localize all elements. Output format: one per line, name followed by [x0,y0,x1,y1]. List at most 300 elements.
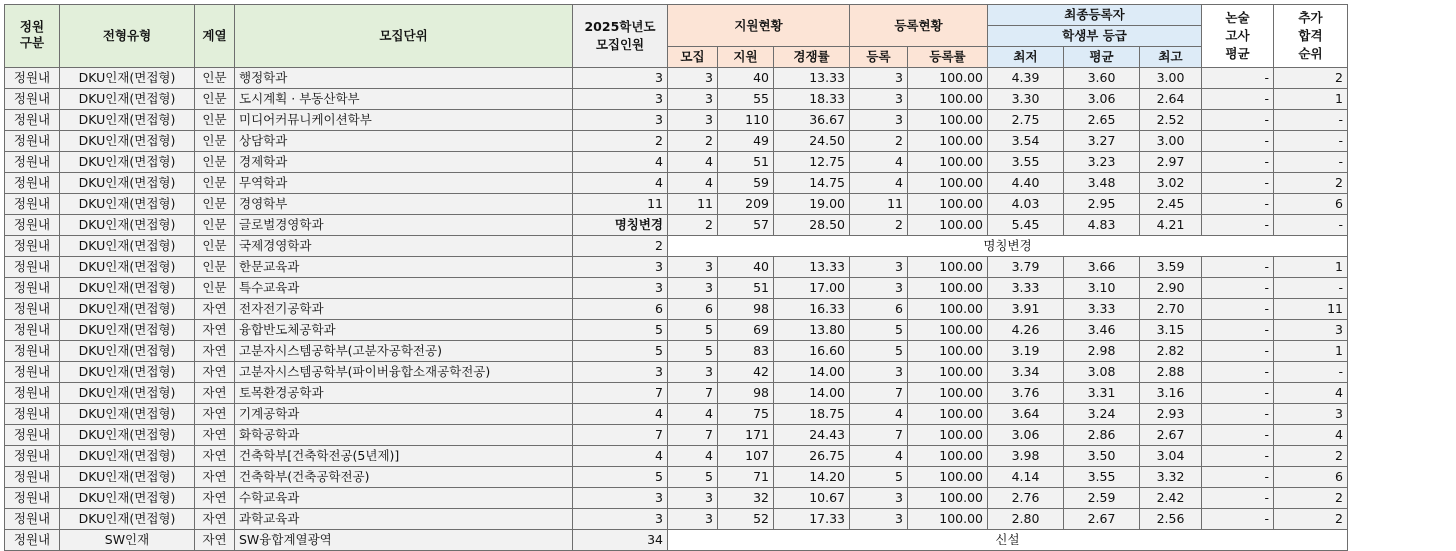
cell-apply: 49 [718,131,774,152]
cell-low: 2.76 [988,488,1064,509]
cell-ratio: 14.00 [774,383,850,404]
header-type: 정원 구분 [5,5,60,68]
cell-ratio: 14.75 [774,173,850,194]
cell-high: 3.00 [1140,131,1202,152]
cell-recruit: 3 [668,89,718,110]
cell-unit: 국제경영학과 [235,236,573,257]
cell-apply: 107 [718,446,774,467]
cell-high: 2.42 [1140,488,1202,509]
cell-low: 3.54 [988,131,1064,152]
cell-unit: 수학교육과 [235,488,573,509]
cell-high: 2.64 [1140,89,1202,110]
cell-unit: 전자전기공학과 [235,299,573,320]
cell-field: 자연 [195,530,235,551]
cell-recruit: 3 [668,110,718,131]
cell-high: 3.00 [1140,68,1202,89]
table-row [5,236,1348,257]
cell-rate: 100.00 [908,215,988,236]
cell-quota: 5 [573,341,668,362]
cell-rate: 100.00 [908,89,988,110]
cell-unit: 기계공학과 [235,404,573,425]
cell-recruit: 5 [668,467,718,488]
cell-high: 2.70 [1140,299,1202,320]
cell-merged-note: 명칭변경 [668,236,1348,257]
cell-extra: 2 [1274,488,1348,509]
table-row [5,215,1348,236]
header-grade-avg: 평균 [1064,47,1140,68]
cell-field: 자연 [195,404,235,425]
cell-enroll: 6 [850,299,908,320]
cell-rate: 100.00 [908,131,988,152]
cell-extra: 2 [1274,68,1348,89]
cell-enroll: 3 [850,278,908,299]
cell-unit: 경제학과 [235,152,573,173]
cell-enroll: 3 [850,89,908,110]
cell-essay: - [1202,404,1274,425]
table-row [5,488,1348,509]
cell-essay: - [1202,110,1274,131]
cell-essay: - [1202,215,1274,236]
table-body [5,68,1348,551]
cell-high: 2.52 [1140,110,1202,131]
cell-low: 3.06 [988,425,1064,446]
cell-type: 정원내 [5,488,60,509]
cell-rate: 100.00 [908,68,988,89]
cell-ratio: 17.00 [774,278,850,299]
cell-quota: 7 [573,383,668,404]
cell-enroll: 7 [850,425,908,446]
cell-avg: 3.31 [1064,383,1140,404]
cell-apply: 98 [718,383,774,404]
cell-type: 정원내 [5,152,60,173]
cell-extra: 4 [1274,383,1348,404]
cell-low: 3.34 [988,362,1064,383]
cell-rate: 100.00 [908,446,988,467]
cell-low: 3.91 [988,299,1064,320]
cell-field: 인문 [195,68,235,89]
cell-extra: 6 [1274,194,1348,215]
table-row [5,89,1348,110]
cell-low: 3.19 [988,341,1064,362]
cell-essay: - [1202,467,1274,488]
cell-low: 3.98 [988,446,1064,467]
cell-type: 정원내 [5,383,60,404]
header-enrolled: 등록 [850,47,908,68]
cell-recruit: 5 [668,320,718,341]
cell-extra: - [1274,110,1348,131]
cell-ratio: 24.43 [774,425,850,446]
cell-admission: DKU인재(면접형) [60,341,195,362]
table-row [5,299,1348,320]
cell-low: 4.39 [988,68,1064,89]
cell-essay: - [1202,488,1274,509]
cell-low: 2.75 [988,110,1064,131]
cell-rate: 100.00 [908,299,988,320]
cell-apply: 75 [718,404,774,425]
cell-admission: DKU인재(면접형) [60,446,195,467]
cell-low: 2.80 [988,509,1064,530]
cell-essay: - [1202,425,1274,446]
cell-extra: 3 [1274,320,1348,341]
cell-unit: 글로벌경영학과 [235,215,573,236]
table-row [5,278,1348,299]
cell-unit: 건축학부(건축공학전공) [235,467,573,488]
cell-extra: - [1274,152,1348,173]
cell-enroll: 3 [850,362,908,383]
cell-unit: 무역학과 [235,173,573,194]
cell-ratio: 12.75 [774,152,850,173]
header-final-enrollee: 최종등록자 [988,5,1202,26]
cell-enroll: 5 [850,341,908,362]
cell-unit: 융합반도체공학과 [235,320,573,341]
cell-field: 자연 [195,320,235,341]
cell-high: 2.67 [1140,425,1202,446]
cell-ratio: 18.33 [774,89,850,110]
header-enroll-status: 등록현황 [850,5,988,47]
cell-avg: 3.46 [1064,320,1140,341]
cell-type: 정원내 [5,236,60,257]
cell-rate: 100.00 [908,341,988,362]
cell-high: 2.82 [1140,341,1202,362]
cell-avg: 2.67 [1064,509,1140,530]
cell-admission: DKU인재(면접형) [60,215,195,236]
cell-rate: 100.00 [908,362,988,383]
cell-enroll: 3 [850,257,908,278]
cell-high: 2.97 [1140,152,1202,173]
header-grade-high: 최고 [1140,47,1202,68]
cell-enroll: 3 [850,488,908,509]
cell-avg: 2.65 [1064,110,1140,131]
cell-quota: 4 [573,446,668,467]
cell-admission: SW인재 [60,530,195,551]
cell-essay: - [1202,131,1274,152]
cell-unit: 미디어커뮤니케이션학부 [235,110,573,131]
cell-admission: DKU인재(면접형) [60,236,195,257]
cell-field: 인문 [195,89,235,110]
cell-rate: 100.00 [908,404,988,425]
cell-recruit: 3 [668,68,718,89]
cell-high: 2.88 [1140,362,1202,383]
cell-enroll: 3 [850,68,908,89]
cell-unit: SW융합계열광역 [235,530,573,551]
cell-unit: 화학공학과 [235,425,573,446]
cell-field: 자연 [195,488,235,509]
cell-recruit: 7 [668,383,718,404]
cell-field: 자연 [195,383,235,404]
cell-admission: DKU인재(면접형) [60,152,195,173]
cell-extra: 2 [1274,509,1348,530]
header-admission: 전형유형 [60,5,195,68]
cell-type: 정원내 [5,425,60,446]
cell-avg: 2.86 [1064,425,1140,446]
table-row [5,530,1348,551]
cell-recruit: 4 [668,446,718,467]
cell-admission: DKU인재(면접형) [60,173,195,194]
cell-low: 4.14 [988,467,1064,488]
header-recruit: 모집 [668,47,718,68]
cell-extra: 4 [1274,425,1348,446]
cell-apply: 98 [718,299,774,320]
cell-quota: 3 [573,110,668,131]
cell-ratio: 14.20 [774,467,850,488]
cell-quota: 4 [573,173,668,194]
cell-enroll: 3 [850,509,908,530]
cell-field: 자연 [195,299,235,320]
cell-low: 4.26 [988,320,1064,341]
cell-admission: DKU인재(면접형) [60,257,195,278]
table-row [5,446,1348,467]
cell-ratio: 13.80 [774,320,850,341]
cell-admission: DKU인재(면접형) [60,467,195,488]
cell-rate: 100.00 [908,173,988,194]
cell-field: 자연 [195,446,235,467]
cell-enroll: 2 [850,131,908,152]
cell-unit: 특수교육과 [235,278,573,299]
cell-avg: 3.48 [1064,173,1140,194]
cell-essay: - [1202,362,1274,383]
cell-ratio: 10.67 [774,488,850,509]
cell-extra: 2 [1274,173,1348,194]
cell-type: 정원내 [5,467,60,488]
cell-ratio: 17.33 [774,509,850,530]
table-row [5,362,1348,383]
cell-recruit: 2 [668,131,718,152]
header-grade-low: 최저 [988,47,1064,68]
cell-admission: DKU인재(면접형) [60,404,195,425]
cell-field: 자연 [195,341,235,362]
cell-enroll: 4 [850,152,908,173]
cell-high: 2.90 [1140,278,1202,299]
cell-rate: 100.00 [908,278,988,299]
cell-high: 2.93 [1140,404,1202,425]
cell-quota: 34 [573,530,668,551]
cell-apply: 51 [718,278,774,299]
cell-field: 자연 [195,425,235,446]
cell-extra: 1 [1274,257,1348,278]
cell-quota: 4 [573,404,668,425]
cell-admission: DKU인재(면접형) [60,89,195,110]
table-row [5,320,1348,341]
cell-recruit: 4 [668,404,718,425]
cell-extra: - [1274,278,1348,299]
cell-rate: 100.00 [908,320,988,341]
header-enroll-rate: 등록률 [908,47,988,68]
cell-admission: DKU인재(면접형) [60,194,195,215]
cell-type: 정원내 [5,110,60,131]
header-applicants: 지원 [718,47,774,68]
cell-recruit: 4 [668,152,718,173]
cell-quota: 7 [573,425,668,446]
cell-extra: - [1274,362,1348,383]
cell-apply: 55 [718,89,774,110]
cell-high: 2.56 [1140,509,1202,530]
cell-recruit: 3 [668,278,718,299]
cell-apply: 83 [718,341,774,362]
cell-unit: 상담학과 [235,131,573,152]
cell-avg: 3.60 [1064,68,1140,89]
header-essay-avg: 논술 고사 평균 [1202,5,1274,68]
cell-admission: DKU인재(면접형) [60,278,195,299]
cell-avg: 4.83 [1064,215,1140,236]
table-row [5,404,1348,425]
cell-field: 인문 [195,278,235,299]
cell-recruit: 4 [668,173,718,194]
cell-admission: DKU인재(면접형) [60,110,195,131]
cell-rate: 100.00 [908,257,988,278]
cell-essay: - [1202,89,1274,110]
cell-enroll: 4 [850,404,908,425]
cell-quota: 3 [573,509,668,530]
cell-essay: - [1202,257,1274,278]
cell-high: 3.04 [1140,446,1202,467]
cell-recruit: 3 [668,488,718,509]
table-row [5,509,1348,530]
cell-extra: 2 [1274,446,1348,467]
cell-enroll: 4 [850,446,908,467]
cell-low: 3.55 [988,152,1064,173]
cell-enroll: 5 [850,467,908,488]
cell-recruit: 5 [668,341,718,362]
table-row [5,467,1348,488]
cell-admission: DKU인재(면접형) [60,299,195,320]
table-row [5,383,1348,404]
cell-high: 3.32 [1140,467,1202,488]
cell-quota: 3 [573,68,668,89]
cell-essay: - [1202,194,1274,215]
cell-essay: - [1202,68,1274,89]
admission-results-table [4,4,1348,551]
cell-avg: 3.08 [1064,362,1140,383]
cell-recruit: 11 [668,194,718,215]
cell-avg: 3.66 [1064,257,1140,278]
cell-field: 인문 [195,110,235,131]
cell-ratio: 13.33 [774,68,850,89]
header-field: 계열 [195,5,235,68]
cell-unit: 과학교육과 [235,509,573,530]
table-row [5,194,1348,215]
cell-essay: - [1202,278,1274,299]
table-row [5,152,1348,173]
cell-type: 정원내 [5,89,60,110]
cell-essay: - [1202,341,1274,362]
cell-field: 인문 [195,194,235,215]
cell-recruit: 6 [668,299,718,320]
cell-quota: 3 [573,362,668,383]
cell-apply: 69 [718,320,774,341]
cell-enroll: 4 [850,173,908,194]
cell-enroll: 3 [850,110,908,131]
cell-essay: - [1202,383,1274,404]
cell-admission: DKU인재(면접형) [60,68,195,89]
cell-quota: 6 [573,299,668,320]
cell-type: 정원내 [5,530,60,551]
cell-low: 3.33 [988,278,1064,299]
cell-unit: 고분자시스템공학부(고분자공학전공) [235,341,573,362]
cell-low: 4.03 [988,194,1064,215]
cell-unit: 고분자시스템공학부(파이버융합소재공학전공) [235,362,573,383]
cell-ratio: 16.33 [774,299,850,320]
cell-avg: 3.55 [1064,467,1140,488]
cell-admission: DKU인재(면접형) [60,509,195,530]
cell-quota: 3 [573,257,668,278]
cell-extra: - [1274,131,1348,152]
cell-apply: 51 [718,152,774,173]
cell-field: 인문 [195,215,235,236]
cell-unit: 경영학부 [235,194,573,215]
cell-high: 4.21 [1140,215,1202,236]
cell-apply: 40 [718,68,774,89]
cell-apply: 57 [718,215,774,236]
cell-type: 정원내 [5,173,60,194]
table-row [5,131,1348,152]
cell-avg: 3.33 [1064,299,1140,320]
cell-high: 3.59 [1140,257,1202,278]
cell-enroll: 7 [850,383,908,404]
cell-avg: 3.24 [1064,404,1140,425]
cell-recruit: 7 [668,425,718,446]
cell-merged-note: 신설 [668,530,1348,551]
header-extra-rank: 추가 합격 순위 [1274,5,1348,68]
cell-quota: 5 [573,467,668,488]
cell-type: 정원내 [5,278,60,299]
cell-recruit: 3 [668,509,718,530]
table-row [5,68,1348,89]
cell-type: 정원내 [5,404,60,425]
cell-type: 정원내 [5,131,60,152]
header-unit: 모집단위 [235,5,573,68]
cell-recruit: 2 [668,215,718,236]
cell-avg: 2.95 [1064,194,1140,215]
cell-type: 정원내 [5,446,60,467]
cell-apply: 71 [718,467,774,488]
cell-unit: 행정학과 [235,68,573,89]
cell-field: 자연 [195,362,235,383]
cell-extra: 3 [1274,404,1348,425]
cell-essay: - [1202,509,1274,530]
table-row [5,341,1348,362]
cell-low: 5.45 [988,215,1064,236]
cell-high: 3.15 [1140,320,1202,341]
cell-extra: 11 [1274,299,1348,320]
cell-unit: 한문교육과 [235,257,573,278]
cell-quota: 3 [573,278,668,299]
cell-rate: 100.00 [908,152,988,173]
cell-apply: 42 [718,362,774,383]
cell-field: 인문 [195,257,235,278]
cell-admission: DKU인재(면접형) [60,383,195,404]
cell-low: 3.76 [988,383,1064,404]
cell-apply: 52 [718,509,774,530]
cell-ratio: 19.00 [774,194,850,215]
cell-field: 인문 [195,152,235,173]
cell-ratio: 16.60 [774,341,850,362]
cell-extra: 1 [1274,341,1348,362]
cell-avg: 3.27 [1064,131,1140,152]
cell-apply: 32 [718,488,774,509]
cell-apply: 40 [718,257,774,278]
cell-essay: - [1202,173,1274,194]
cell-avg: 3.10 [1064,278,1140,299]
cell-field: 자연 [195,509,235,530]
cell-avg: 3.23 [1064,152,1140,173]
cell-enroll: 2 [850,215,908,236]
cell-quota: 11 [573,194,668,215]
cell-unit: 토목환경공학과 [235,383,573,404]
cell-quota: 5 [573,320,668,341]
cell-type: 정원내 [5,341,60,362]
cell-apply: 209 [718,194,774,215]
header-competition: 경쟁률 [774,47,850,68]
